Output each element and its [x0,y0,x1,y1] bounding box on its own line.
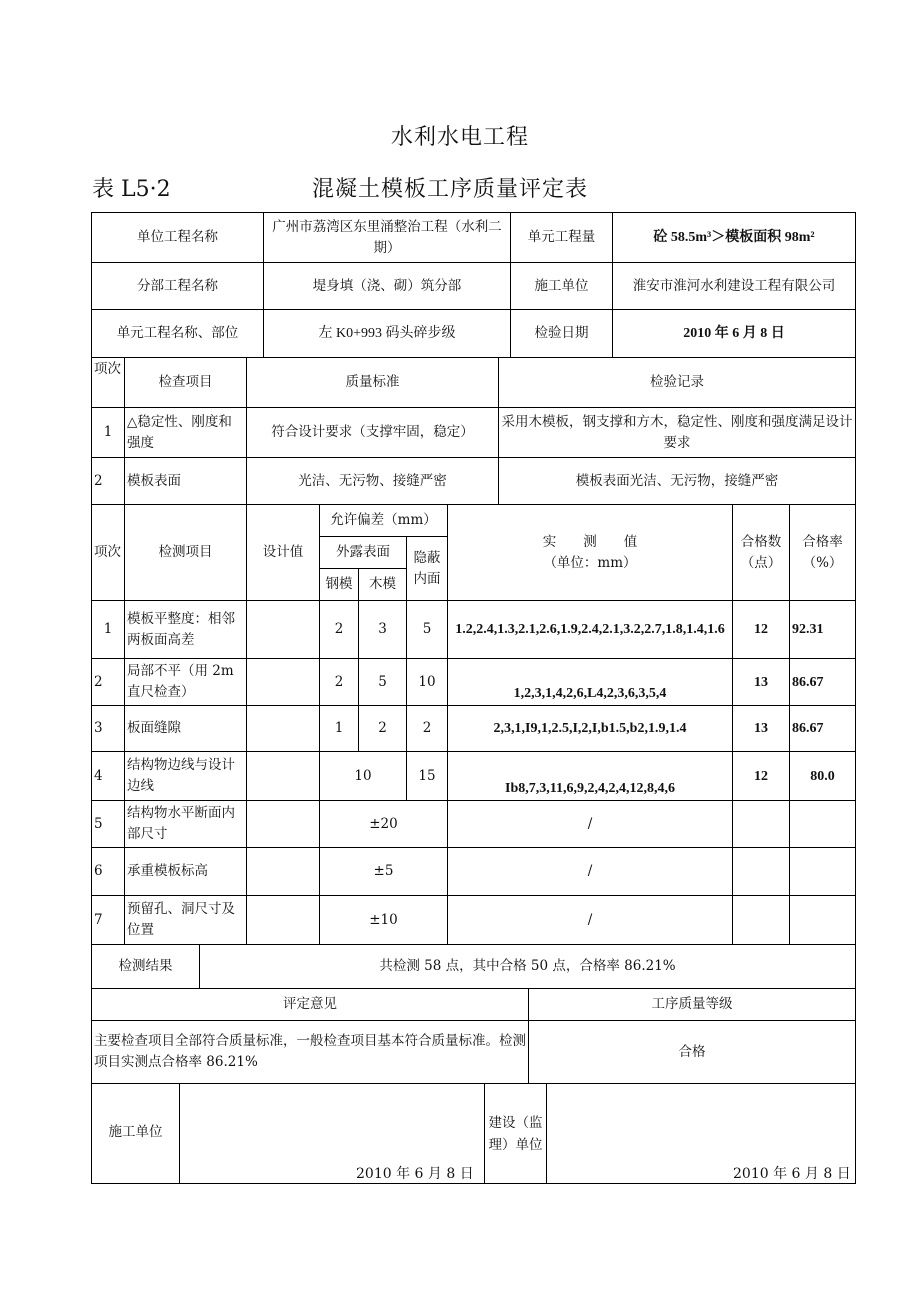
measure-header-measured [448,505,733,601]
measure-row-design [247,706,320,752]
measure-row-item: 承重模板标高 [125,848,247,896]
measure-row-design [247,752,320,801]
unit-quantity-label: 单元工程量 [511,213,613,263]
measure-row-hidden: 2 [407,706,448,752]
opinion-label: 评定意见 [92,989,529,1021]
measure-row-design [247,848,320,896]
unit-name-label: 单元工程名称、部位 [92,310,264,358]
measure-row-no: 5 [92,801,125,848]
measure-header-design: 设计值 [247,505,320,601]
measure-row-design [247,896,320,945]
measure-row-rate: 86.67 [790,659,856,706]
measure-row-item: 结构物边线与设计边线 [125,752,247,801]
check-row-standard: 符合设计要求（支撑牢固，稳定） [247,408,499,458]
document-title: 水利水电工程 [390,125,529,150]
measure-row-values: / [448,848,733,896]
result-label: 检测结果 [92,945,200,989]
measure-row-rate: 80.0 [790,752,856,801]
measure-row-values: 2,3,1,I9,1,2.5,I,2,I,b1.5,b2,1.9,1.4 [448,706,733,752]
measure-header-tolerance: 允许偏差（mm） [320,505,448,537]
check-header-item: 检查项目 [125,358,247,408]
measure-row-steel: 1 [320,706,359,752]
measure-row-item: 板面缝隙 [125,706,247,752]
measure-row-no: 6 [92,848,125,896]
measure-row-no: 1 [92,601,125,659]
measure-row-rate [790,848,856,896]
measure-header-hidden: 隐蔽内面 [407,537,448,601]
contractor-label: 施工单位 [511,263,613,310]
measure-row-values: / [448,896,733,945]
measure-row-values: 1.2,2.4,1.3,2.1,2.6,1.9,2.4,2.1,3.2,2.7,1.8,1.4,1.6 [448,601,733,659]
measure-row-design [247,659,320,706]
measure-row-item: 结构物水平断面内部尺寸 [125,801,247,848]
check-row-no: 1 [92,408,125,458]
form-title: 混凝土模板工序质量评定表 [312,177,589,202]
measure-row-values: Ib8,7,3,11,6,9,2,4,2,4,12,8,4,6 [448,752,733,801]
measure-header-pass-count: 合格数（点） [733,505,790,601]
measure-header-wood: 木模 [359,569,407,601]
check-header-no: 项次 [92,358,125,408]
opinion-text: 主要检查项目全部符合质量标准，一般检查项目基本符合质量标准。检测项目实测点合格率 86.21% [92,1021,529,1084]
measure-row-tolerance: ±5 [320,848,448,896]
measure-row-no: 2 [92,659,125,706]
measure-row-values: / [448,801,733,848]
check-row-record: 采用木模板，钢支撑和方木，稳定性、刚度和强度满足设计要求 [499,408,856,458]
inspect-date-value: 2010 年 6 月 8 日 [613,310,856,358]
measure-row-design [247,801,320,848]
table-row [92,896,856,945]
table-number: 表 L5·2 [92,177,171,202]
table-row [92,601,856,659]
check-row-item: 模板表面 [125,458,247,505]
contractor-sign-date: 2010 年 6 月 8 日 [356,1166,474,1182]
table-row [92,706,856,752]
result-table [91,944,856,989]
measure-header-steel: 钢模 [320,569,359,601]
measure-row-count [733,848,790,896]
result-value: 共检测 58 点，其中合格 50 点，合格率 86.21% [200,945,856,989]
table-row [92,848,856,896]
unit-name-value: 左 K0+993 码头碎步级 [264,310,511,358]
measure-row-values: 1,2,3,1,4,2,6,L4,2,3,6,3,5,4 [448,659,733,706]
measure-row-count: 12 [733,601,790,659]
measure-row-count: 12 [733,752,790,801]
unit-project-label: 单位工程名称 [92,213,264,263]
table-row [92,659,856,706]
measure-row-count: 13 [733,659,790,706]
measure-header-item: 检测项目 [125,505,247,601]
measure-row-hidden: 15 [407,752,448,801]
inspection-table [91,357,856,505]
measure-row-item: 局部不平（用 2m 直尺检查） [125,659,247,706]
measure-row-rate: 92.31 [790,601,856,659]
measure-row-count [733,896,790,945]
contractor-value: 淮安市淮河水利建设工程有限公司 [613,263,856,310]
contractor-sign-label: 施工单位 [92,1084,180,1184]
measure-row-hidden: 10 [407,659,448,706]
measure-row-steel: 2 [320,601,359,659]
measure-row-hidden: 5 [407,601,448,659]
grade-label: 工序质量等级 [529,989,856,1021]
inspect-date-label: 检验日期 [511,310,613,358]
measure-row-no: 4 [92,752,125,801]
measure-header-exposed: 外露表面 [320,537,407,569]
measure-row-wood: 5 [359,659,407,706]
measure-row-wood: 3 [359,601,407,659]
measured-unit: （单位：mm） [543,554,637,571]
measured-label: 实 测 值 [542,533,638,550]
grade-value: 合格 [529,1021,856,1084]
check-row-no: 2 [92,458,125,505]
measure-row-no: 7 [92,896,125,945]
division-label: 分部工程名称 [92,263,264,310]
supervisor-sign-date: 2010 年 6 月 8 日 [733,1166,851,1182]
check-header-record: 检验记录 [499,358,856,408]
measure-row-tolerance: ±20 [320,801,448,848]
table-row [92,752,856,801]
project-info-table [91,212,856,358]
measure-row-item: 预留孔、洞尺寸及位置 [125,896,247,945]
unit-quantity-value: 砼 58.5m³＞模板面积 98m² [613,213,856,263]
check-header-standard: 质量标准 [247,358,499,408]
check-row-standard: 光洁、无污物、接缝严密 [247,458,499,505]
measure-row-steel: 2 [320,659,359,706]
check-row-record: 模板表面光洁、无污物，接缝严密 [499,458,856,505]
measure-row-rate [790,801,856,848]
measure-header-no: 项次 [92,505,125,601]
measure-row-wood: 2 [359,706,407,752]
measure-row-tolerance: ±10 [320,896,448,945]
measure-row-no: 3 [92,706,125,752]
measure-row-design [247,601,320,659]
supervisor-sign-label: 建设（监理）单位 [485,1084,547,1184]
evaluation-table [91,988,856,1084]
measure-row-rate [790,896,856,945]
measure-row-count: 13 [733,706,790,752]
measure-row-item: 模板平整度：相邻两板面高差 [125,601,247,659]
table-row [92,801,856,848]
measure-row-rate: 86.67 [790,706,856,752]
measurement-table [91,504,856,945]
check-row-item: △稳定性、刚度和强度 [125,408,247,458]
unit-project-value: 广州市荔湾区东里涌整治工程（水利二期） [264,213,511,263]
division-value: 堤身填（浇、砌）筑分部 [264,263,511,310]
table-row [92,458,856,505]
measure-row-count [733,801,790,848]
table-row [92,408,856,458]
measure-header-pass-rate: 合格率（%） [790,505,856,601]
measure-row-exposed: 10 [320,752,407,801]
